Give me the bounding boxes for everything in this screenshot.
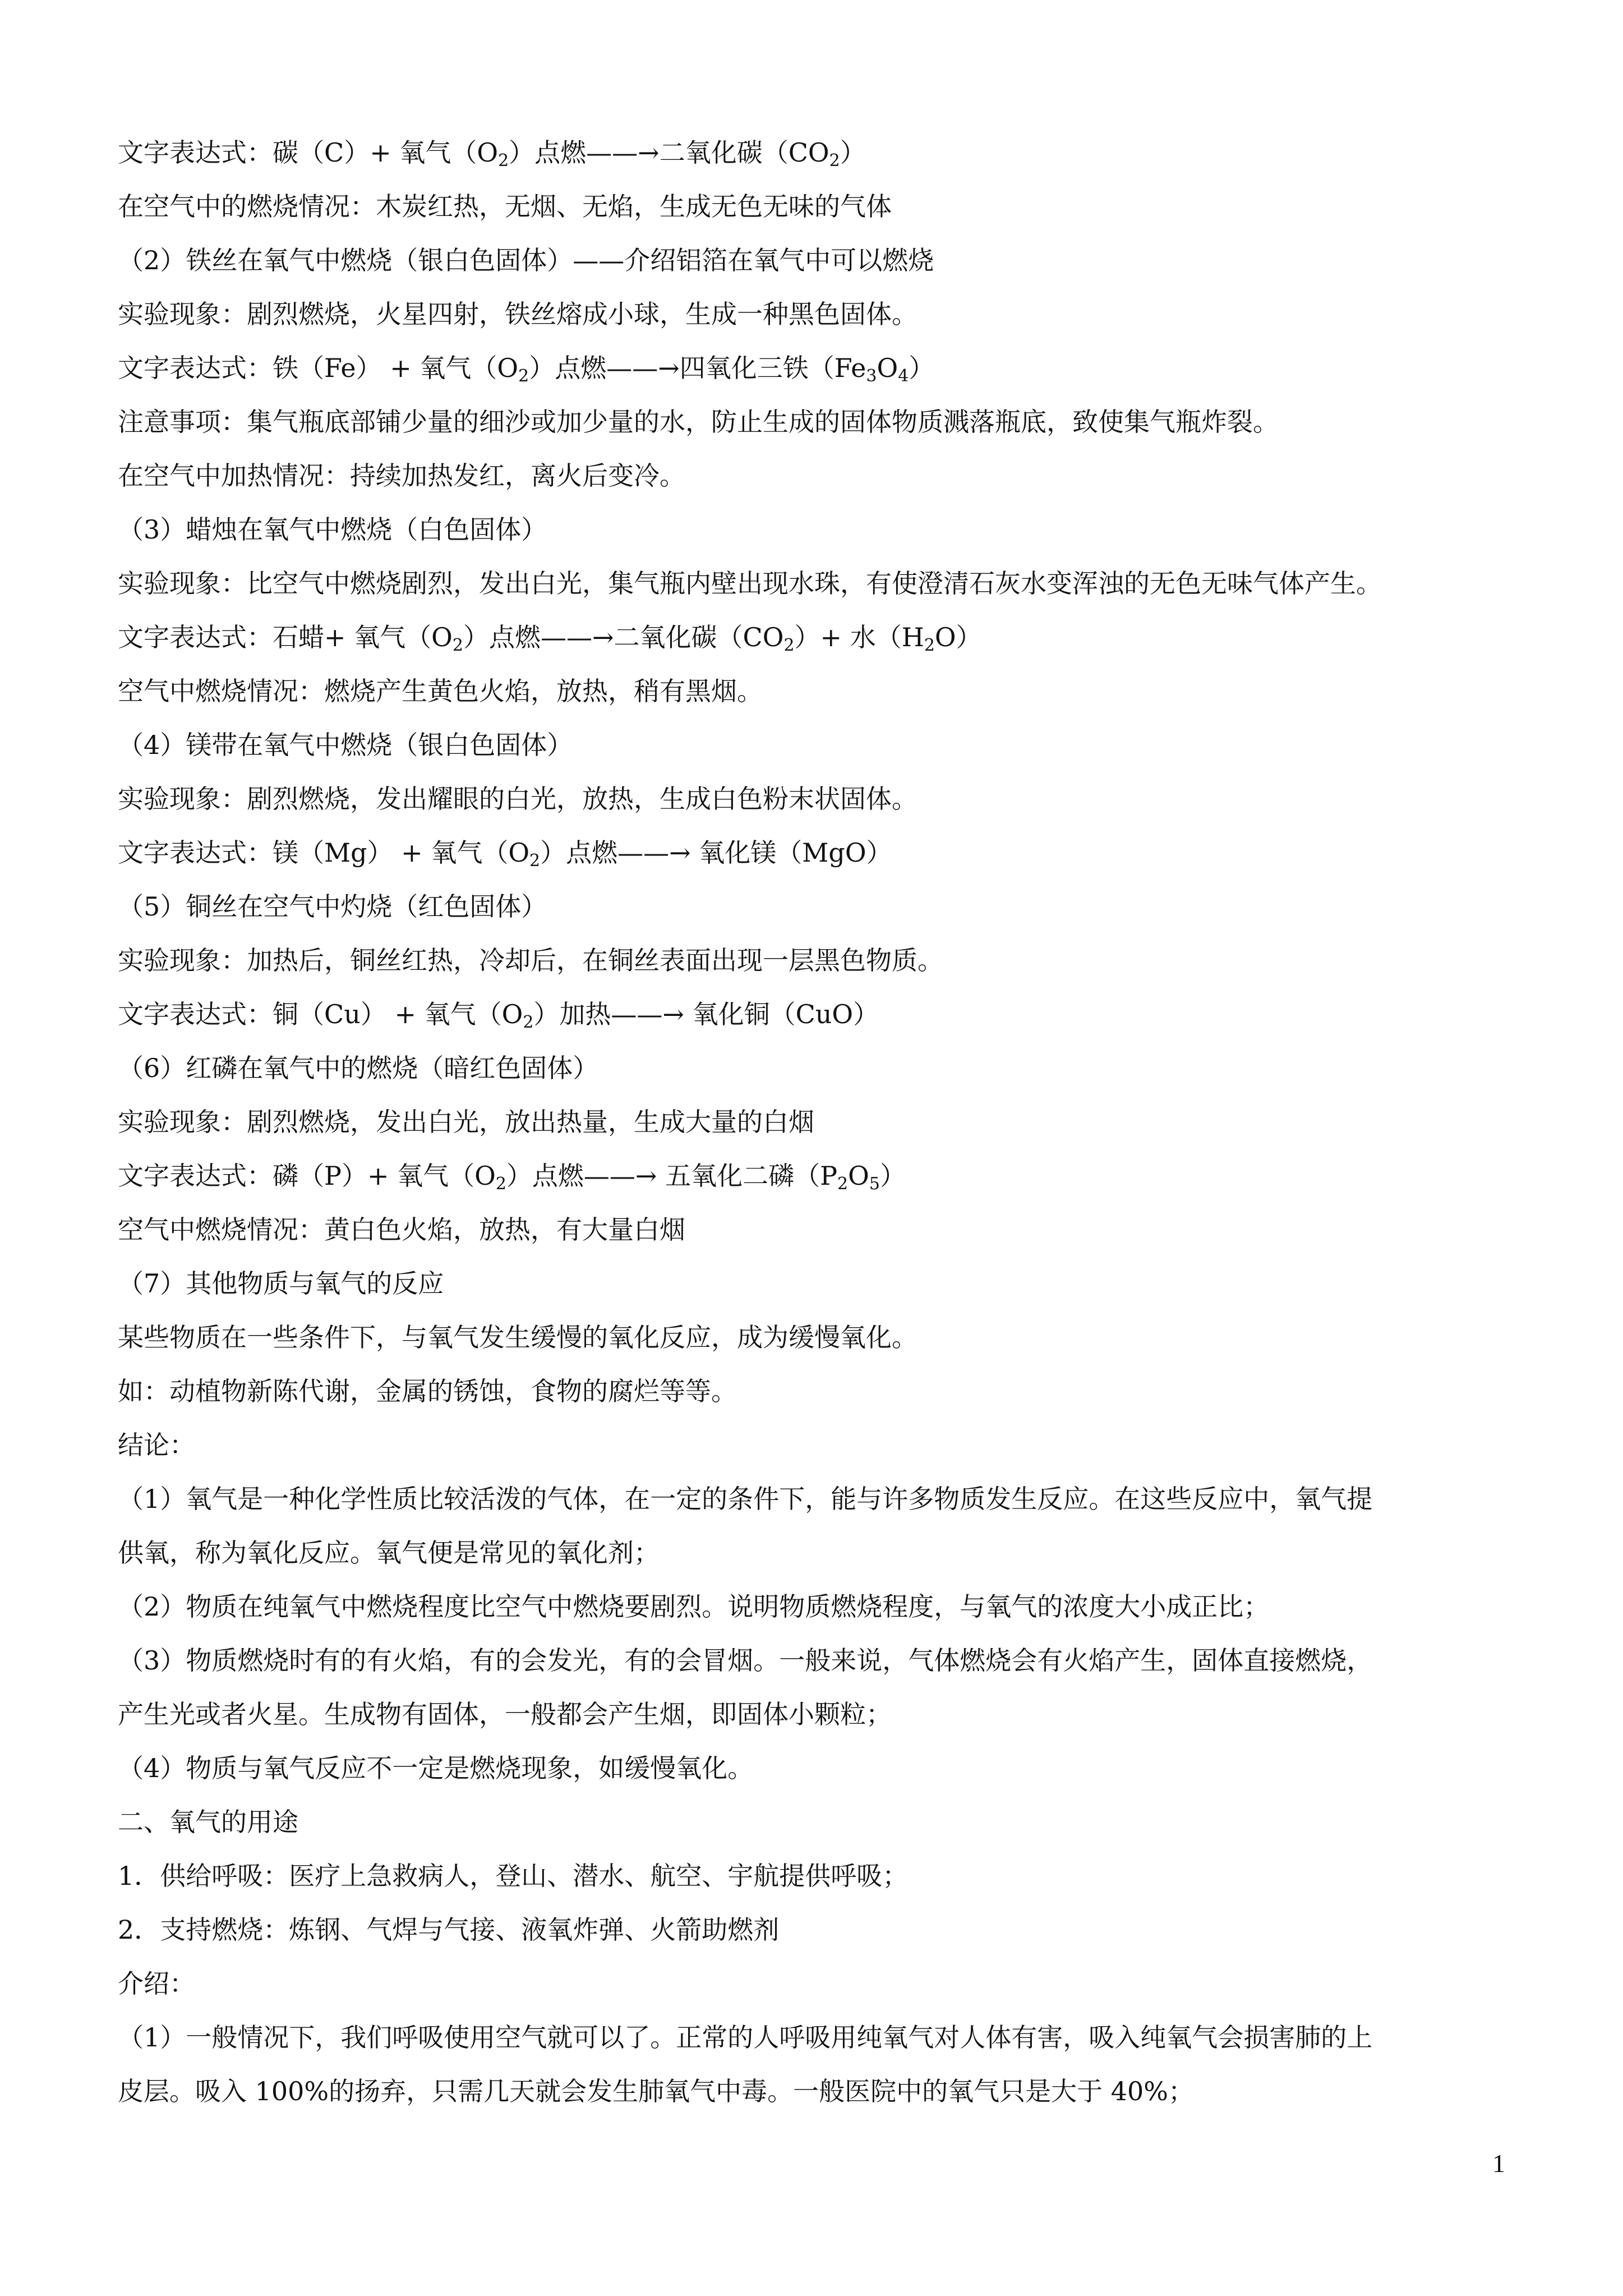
conclusion-1b: 供氧，称为氧化反应。氧气便是常见的氧化剂；: [118, 1538, 660, 1568]
carbon-air-burning: 在空气中的燃烧情况：木炭红热，无烟、无焰，生成无色无味的气体: [118, 191, 892, 222]
section-copper-heading: （5）铜丝在空气中灼烧（红色固体）: [118, 891, 547, 922]
iron-air-heating: 在空气中加热情况：持续加热发红，离火后变冷。: [118, 461, 685, 491]
iron-precaution: 注意事项：集气瓶底部铺少量的细沙或加少量的水，防止生成的固体物质溅落瓶底，致使集气瓶炸裂。: [118, 407, 1279, 437]
copper-phenomenon: 实验现象：加热后，铜丝红热，冷却后，在铜丝表面出现一层黑色物质。: [118, 945, 943, 976]
conclusion-2: （2）物质在纯氧气中燃烧程度比空气中燃烧要剧烈。说明物质燃烧程度，与氧气的浓度大小成正比；: [118, 1591, 1270, 1622]
section-iron-heading: （2）铁丝在氧气中燃烧（银白色固体）——介绍铝箔在氧气中可以燃烧: [118, 245, 934, 275]
section-other-heading: （7）其他物质与氧气的反应: [118, 1268, 444, 1299]
equation-carbon: 文字表达式：碳（C）+ 氧气$(O_2)$点燃——→二氧化碳$(CO_2)$: [118, 137, 866, 171]
phosphorus-air-burning: 空气中燃烧情况：黄白色火焰，放热，有大量白烟: [118, 1214, 685, 1245]
equation-iron: 文字表达式：铁（Fe） + 氧气$(O_2)$点燃——→四氧化三铁$(Fe_3O_4)$: [118, 353, 935, 386]
conclusion-1a: （1）氧气是一种化学性质比较活泼的气体，在一定的条件下，能与许多物质发生反应。在这些反应中，氧气提: [118, 1484, 1373, 1514]
conclusion-3b: 产生光或者火星。生成物有固体，一般都会产生烟，即固体小颗粒；: [118, 1699, 892, 1729]
magnesium-phenomenon: 实验现象：剧烈燃烧，发出耀眼的白光，放热，生成白色粉末状固体。: [118, 784, 917, 814]
use-combustion: 2．支持燃烧：炼钢、气焊与气接、液氧炸弹、火箭助燃剂: [118, 1915, 780, 1945]
equation-candle: 文字表达式：石蜡+ 氧气$(O_2)$点燃——→二氧化碳$(CO_2)+$ 水$(H_2O)$: [118, 622, 982, 655]
candle-phenomenon: 实验现象：比空气中燃烧剧烈，发出白光，集气瓶内壁出现水珠，有使澄清石灰水变浑浊的无色无味气体产生。: [118, 568, 1382, 599]
iron-phenomenon: 实验现象：剧烈燃烧，火星四射，铁丝熔成小球，生成一种黑色固体。: [118, 299, 917, 329]
equation-magnesium: 文字表达式：镁（Mg） + 氧气$(O_2)$点燃——→ 氧化镁（MgO）: [118, 838, 892, 871]
section-candle-heading: （3）蜡烛在氧气中燃烧（白色固体）: [118, 514, 547, 545]
use-respiration: 1．供给呼吸：医疗上急救病人，登山、潜水、航空、宇航提供呼吸；: [118, 1861, 909, 1891]
candle-air-burning: 空气中燃烧情况：燃烧产生黄色火焰，放热，稍有黑烟。: [118, 676, 763, 706]
section-magnesium-heading: （4）镁带在氧气中燃烧（银白色固体）: [118, 730, 573, 760]
phosphorus-phenomenon: 实验现象：剧烈燃烧，发出白光，放出热量，生成大量的白烟: [118, 1107, 814, 1137]
introduction-heading: 介绍：: [118, 1968, 195, 1999]
conclusion-heading: 结论：: [118, 1430, 195, 1460]
slow-oxidation-text: 某些物质在一些条件下，与氧气发生缓慢的氧化反应，成为缓慢氧化。: [118, 1322, 917, 1352]
conclusion-3a: （3）物质燃烧时有的有火焰，有的会发光，有的会冒烟。一般来说，气体燃烧会有火焰产生，固体直接燃烧，: [118, 1645, 1373, 1676]
introduction-1b: 皮层。吸入 100%的扬弃，只需几天就会发生肺氧气中毒。一般医院中的氧气只是大于 40%；: [118, 2076, 1194, 2106]
introduction-1a: （1）一般情况下，我们呼吸使用空气就可以了。正常的人呼吸用纯氧气对人体有害，吸入纯氧气会损害肺的上: [118, 2022, 1373, 2053]
conclusion-4: （4）物质与氧气反应不一定是燃烧现象，如缓慢氧化。: [118, 1753, 754, 1783]
document-body: [118, 126, 1520, 2118]
page-number: 1: [1492, 2149, 1505, 2178]
section-uses-heading: 二、氧气的用途: [118, 1807, 298, 1837]
equation-phosphorus: 文字表达式：磷（P）+ 氧气$(O_2)$点燃——→ 五氧化二磷$(P_2O_5)$: [118, 1161, 906, 1194]
slow-oxidation-examples: 如：动植物新陈代谢，金属的锈蚀，食物的腐烂等等。: [118, 1376, 737, 1406]
equation-copper: 文字表达式：铜（Cu） + 氧气$(O_2)$加热——→ 氧化铜（CuO）: [118, 999, 879, 1032]
section-phosphorus-heading: （6）红磷在氧气中的燃烧（暗红色固体）: [118, 1053, 599, 1083]
